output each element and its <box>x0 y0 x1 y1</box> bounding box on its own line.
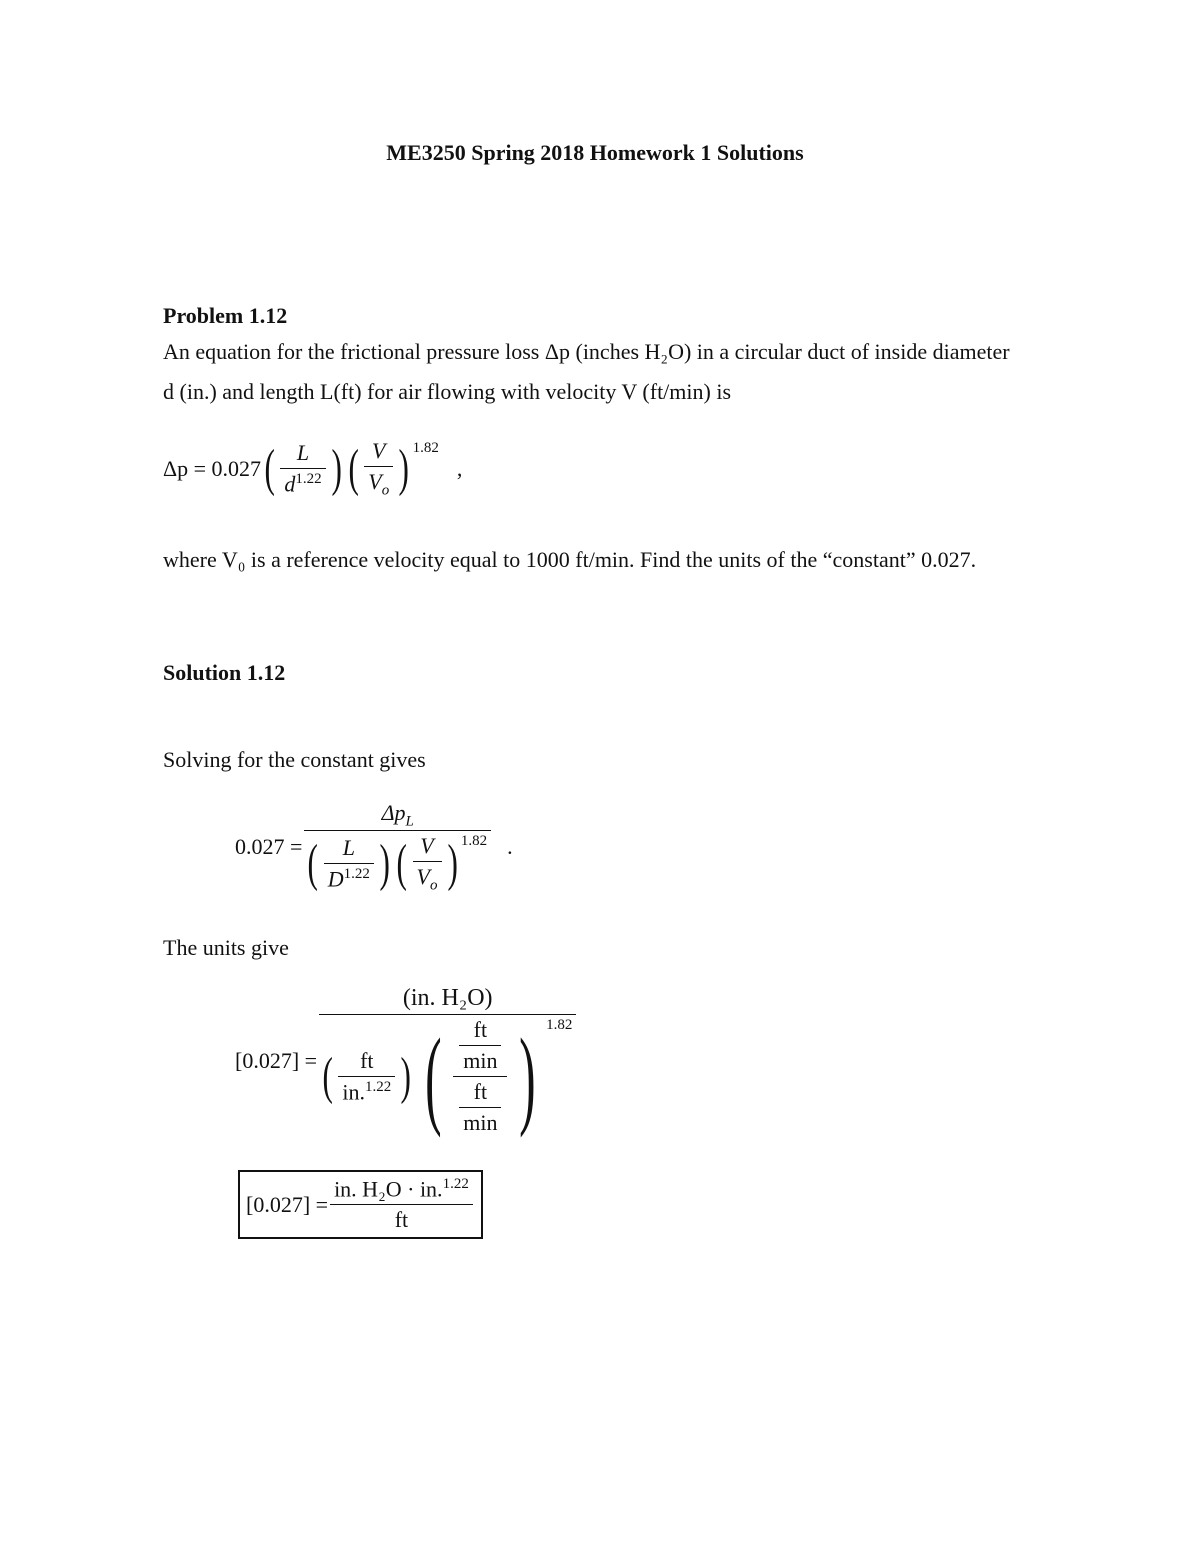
units-intro: The units give <box>163 935 289 960</box>
units-fraction: (in. H₂O) ( $\frac{ft}{in.^{1.22}}$ ) ( $\frac{\frac{ft}{\min}}{\frac{ft}{\min}}$ ) $^{1.82}$ <box>319 985 576 1136</box>
result-fraction: $\frac{in. H_2O \cdot in.^{1.22}}{ft}$ <box>330 1176 473 1233</box>
problem-statement <box>163 332 1113 412</box>
solution-heading: Solution 1.12 <box>163 660 286 685</box>
length-over-diameter-fraction: $\frac{L}{d^{1.22}}$ <box>280 440 325 497</box>
solution-intro: Solving for the constant gives <box>163 747 426 772</box>
problem-line-2: d (in.) and length L(ft) for air flowing with velocity V (ft/min) is <box>163 379 732 404</box>
equation-lhs: Δp = 0.027 <box>163 455 262 481</box>
where-statement: where V₀ is a reference velocity equal to 1000 ft/min. Find the units of the “constant” 0.027. <box>163 547 977 572</box>
units-equation: [0.027] = (in. H₂O) ( $\frac{ft}{in.^{1.22}}$ ) ( $\frac{\frac{ft}{\min}}{\frac{ft}{\min}}$ ) $^{1.82}$ <box>235 985 578 1136</box>
problem-heading: Problem 1.12 <box>163 303 288 328</box>
result-box: [0.027] = $\frac{in. H_2O \cdot in.^{1.22}}{ft}$ <box>238 1170 483 1239</box>
outer-exponent: 1.82 <box>412 440 439 456</box>
pressure-loss-equation: Δp = 0.027 ( $\frac{L}{d^{1.22}}$ ) ( $\frac{V}{V_o}$ ) $^{1.82}$ , <box>163 438 463 499</box>
constant-fraction: $\Delta p_L$ ( $\frac{L}{D^{1.22}}$ ) ( $\frac{V}{V_o}$ ) $^{1.82}$ <box>304 800 491 895</box>
page-title: ME3250 Spring 2018 Homework 1 Solutions <box>386 140 804 165</box>
velocity-ratio-fraction: $\frac{V}{V_o}$ <box>364 438 393 499</box>
constant-equation: 0.027 = $\Delta p_L$ ( $\frac{L}{D^{1.22}}$ ) ( $\frac{V}{V_o}$ ) $^{1.82}$ . <box>235 800 513 894</box>
problem-line-1: An equation for the frictional pressure loss Δp (inches H₂O) in a circular duct of inside diameter <box>163 339 1010 364</box>
